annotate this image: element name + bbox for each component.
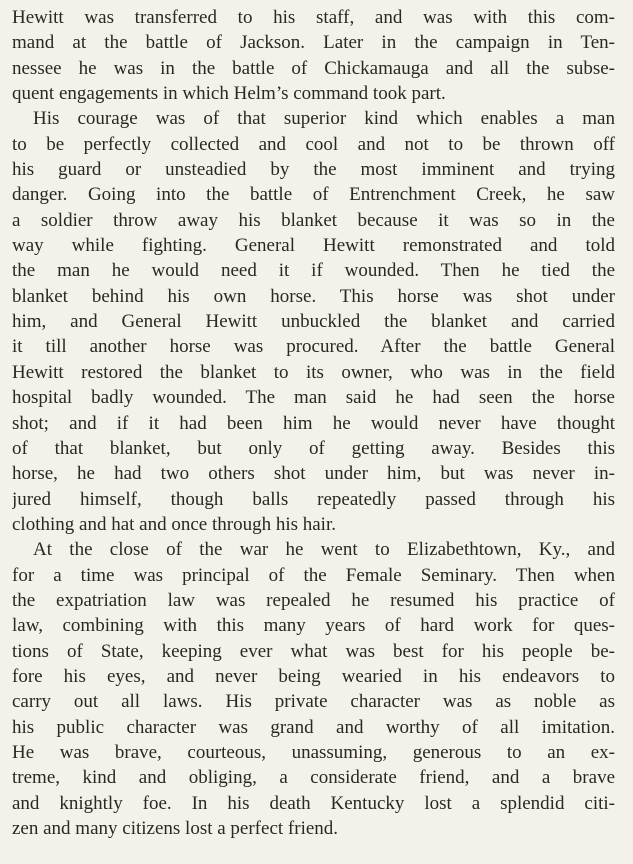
text-line: for a time was principal of the Female Seminary. Then when [12,564,615,586]
text-line: fore his eyes, and never being wearied in his endeavors to [12,665,615,687]
text-line: His courage was of that superior kind which enables a man [33,108,615,130]
text-line: treme, kind and obliging, a considerate friend, and a brave [12,767,615,789]
text-line: way while fighting. General Hewitt remonstrated and told [12,235,615,257]
text-line: At the close of the war he went to Elizabethtown, Ky., and [33,539,615,561]
text-line: his public character was grand and worthy of all imitation. [12,716,615,738]
body-text [12,5,615,841]
text-line: him, and General Hewitt unbuckled the blanket and carried [12,311,615,333]
text-line: to be perfectly collected and cool and not to be thrown off [12,133,615,155]
text-line: blanket behind his own horse. This horse was shot under [12,285,615,307]
paragraph [12,5,615,106]
text-line: carry out all laws. His private character was as noble as [12,691,615,713]
text-line: and knightly foe. In his death Kentucky lost a splendid citi- [12,792,615,814]
text-line: danger. Going into the battle of Entrenchment Creek, he saw [12,184,615,206]
text-line: mand at the battle of Jackson. Later in the campaign in Ten- [12,32,615,54]
text-line: shot; and if it had been him he would never have thought [12,412,615,434]
text-line: tions of State, keeping ever what was best for his people be- [12,640,615,662]
text-line: jured himself, though balls repeatedly passed through his [12,488,615,510]
paragraph [12,537,615,841]
text-line: his guard or unsteadied by the most imminent and trying [12,159,615,181]
paragraph [12,106,615,537]
text-line: He was brave, courteous, unassuming, generous to an ex- [12,741,615,763]
text-line: the expatriation law was repealed he resumed his practice of [12,589,615,611]
text-line: law, combining with this many years of hard work for ques- [12,615,615,637]
text-line: quent engagements in which Helm’s command took part. [12,83,446,105]
text-line: clothing and hat and once through his hair. [12,513,336,535]
text-line: zen and many citizens lost a perfect friend. [12,818,339,839]
text-line: Hewitt restored the blanket to its owner, who was in the field [12,361,615,383]
text-line: a soldier throw away his blanket because it was so in the [12,209,615,231]
text-line: of that blanket, but only of getting away. Besides this [12,437,615,459]
text-line: Hewitt was transferred to his staff, and was with this com- [12,7,615,28]
text-line: nessee he was in the battle of Chickamauga and all the subse- [12,57,615,79]
text-line: hospital badly wounded. The man said he had seen the horse [12,387,615,409]
text-line: it till another horse was procured. After the battle General [12,336,615,358]
text-line: horse, he had two others shot under him, but was never in- [12,463,615,485]
text-line: the man he would need it if wounded. Then he tied the [12,260,615,282]
